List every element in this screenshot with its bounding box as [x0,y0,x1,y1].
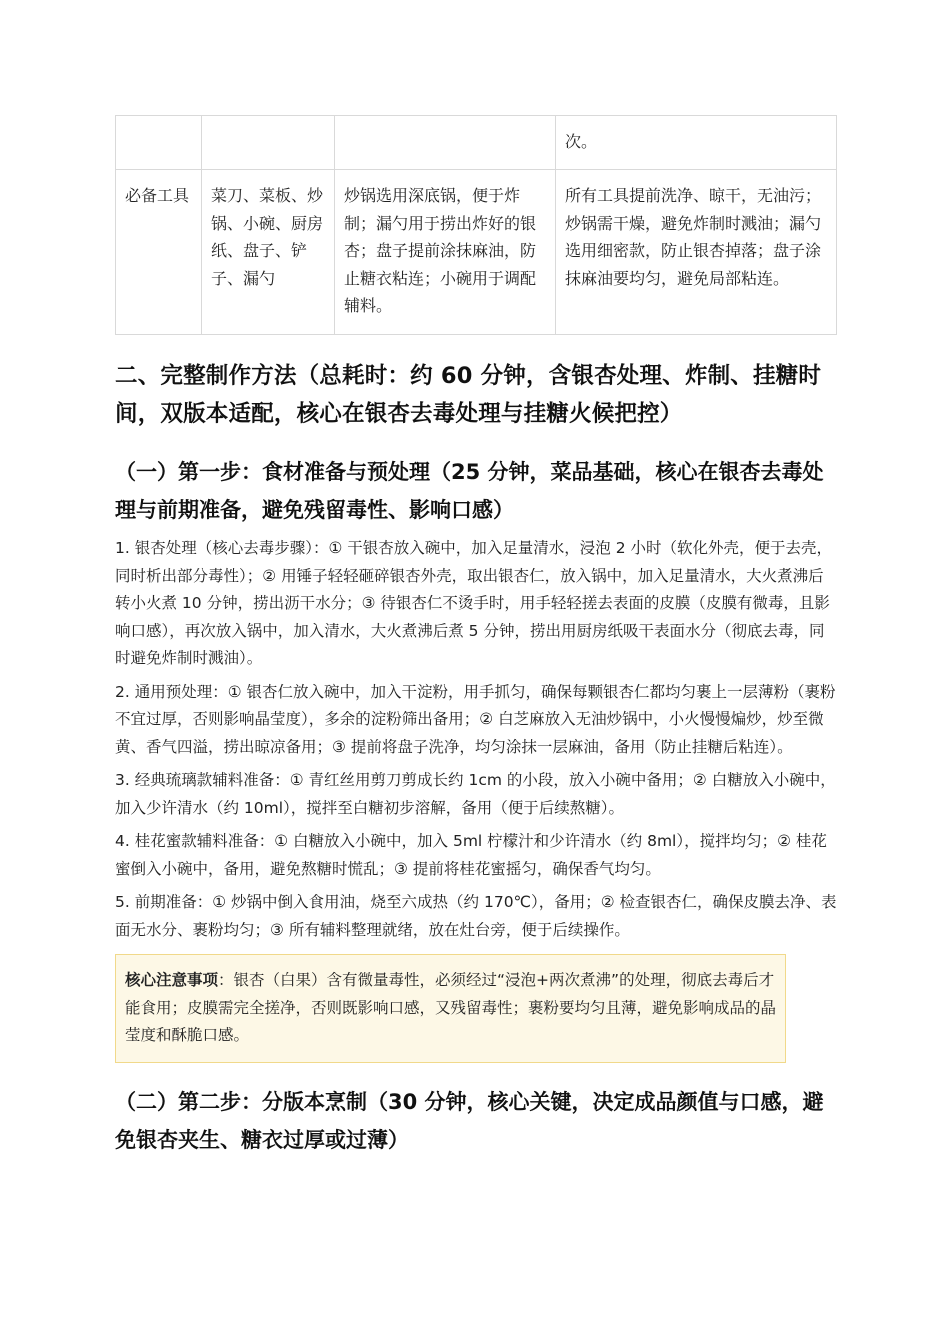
table-cell [116,116,202,170]
table-cell-notes: 所有工具提前洗净、晾干，无油污；炒锅需干燥，避免炸制时溅油；漏勺选用细密款，防止银杏掉落；盘子涂抹麻油要均匀，避免局部粘连。 [556,170,837,335]
notice-text: ：银杏（白果）含有微量毒性，必须经过“浸泡+两次煮沸”的处理，彻底去毒后才能食用；皮膜需完全搓净，否则既影响口感，又残留毒性；裹粉要均匀且薄，避免影响成品的晶莹度和酥脆口感。 [125,971,777,1044]
table-row-continuation [116,116,837,170]
step-item: 5. 前期准备：① 炒锅中倒入食用油，烧至六成热（约 170℃），备用；② 检查银杏仁，确保皮膜去净、表面无水分、裹粉均匀；③ 所有辅料整理就绪，放在灶台旁，便于后续操作。 [115,893,837,939]
table-cell [202,116,335,170]
step-item: 2. 通用预处理：① 银杏仁放入碗中，加入干淀粉，用手抓匀，确保每颗银杏仁都均匀裹上一层薄粉（裹粉不宜过厚，否则影响晶莹度），多余的淀粉筛出备用；② 白芝麻放入无油炒锅中，小火慢慢煸炒，炒至微黄、香气四溢，捞出晾凉备用；③ 提前将盘子洗净，均匀涂抹一层麻油，备用（防止挂糖后粘连）。 [115,682,836,756]
table-cell-list: 菜刀、菜板、炒锅、小碗、厨房纸、盘子、铲子、漏勺 [202,170,335,335]
document-page [115,115,837,1159]
table-row-tools [116,170,837,335]
table-cell: 次。 [556,116,837,170]
notice-box [115,954,786,1063]
notice-label: 核心注意事项 [125,971,219,989]
table-cell-usage: 炒锅选用深底锅，便于炸制；漏勺用于捞出炸好的银杏；盘子提前涂抹麻油，防止糖衣粘连；小碗用于调配辅料。 [335,170,556,335]
tools-table [115,115,837,335]
step2-heading: （二）第二步：分版本烹制（30 分钟，核心关键，决定成品颜值与口感，避免银杏夹生、糖衣过厚或过薄） [115,1089,824,1152]
step-item: 1. 银杏处理（核心去毒步骤）：① 干银杏放入碗中，加入足量清水，浸泡 2 小时（软化外壳，便于去壳，同时析出部分毒性）；② 用锤子轻轻砸碎银杏外壳，取出银杏仁，放入锅中，加入足量清水，大火煮沸后转小火煮 10 分钟，捞出沥干水分；③ 待银杏仁不烫手时，用手轻轻搓去表面的皮膜（皮膜有微毒，且影响口感），再次放入锅中，加入清水，大火煮沸后煮 5 分钟，捞出用厨房纸吸干表面水分（彻底去毒，同时避免炸制时溅油）。 [115,539,833,667]
table-cell-item: 必备工具 [116,170,202,335]
table-cell [335,116,556,170]
step-item: 3. 经典琉璃款辅料准备：① 青红丝用剪刀剪成长约 1cm 的小段，放入小碗中备用；② 白糖放入小碗中，加入少许清水（约 10ml），搅拌至白糖初步溶解，备用（便于后续熬糖）。 [115,771,836,817]
section-heading: 二、完整制作方法（总耗时：约 60 分钟，含银杏处理、炸制、挂糖时间，双版本适配，核心在银杏去毒处理与挂糖火候把控） [115,363,822,427]
step-item: 4. 桂花蜜款辅料准备：① 白糖放入小碗中，加入 5ml 柠檬汁和少许清水（约 8ml），搅拌均匀；② 桂花蜜倒入小碗中，备用，避免熬糖时慌乱；③ 提前将桂花蜜摇匀，确保香气均匀。 [115,832,827,878]
step1-heading: （一）第一步：食材准备与预处理（25 分钟，菜品基础，核心在银杏去毒处理与前期准备，避免残留毒性、影响口感） [115,460,824,522]
